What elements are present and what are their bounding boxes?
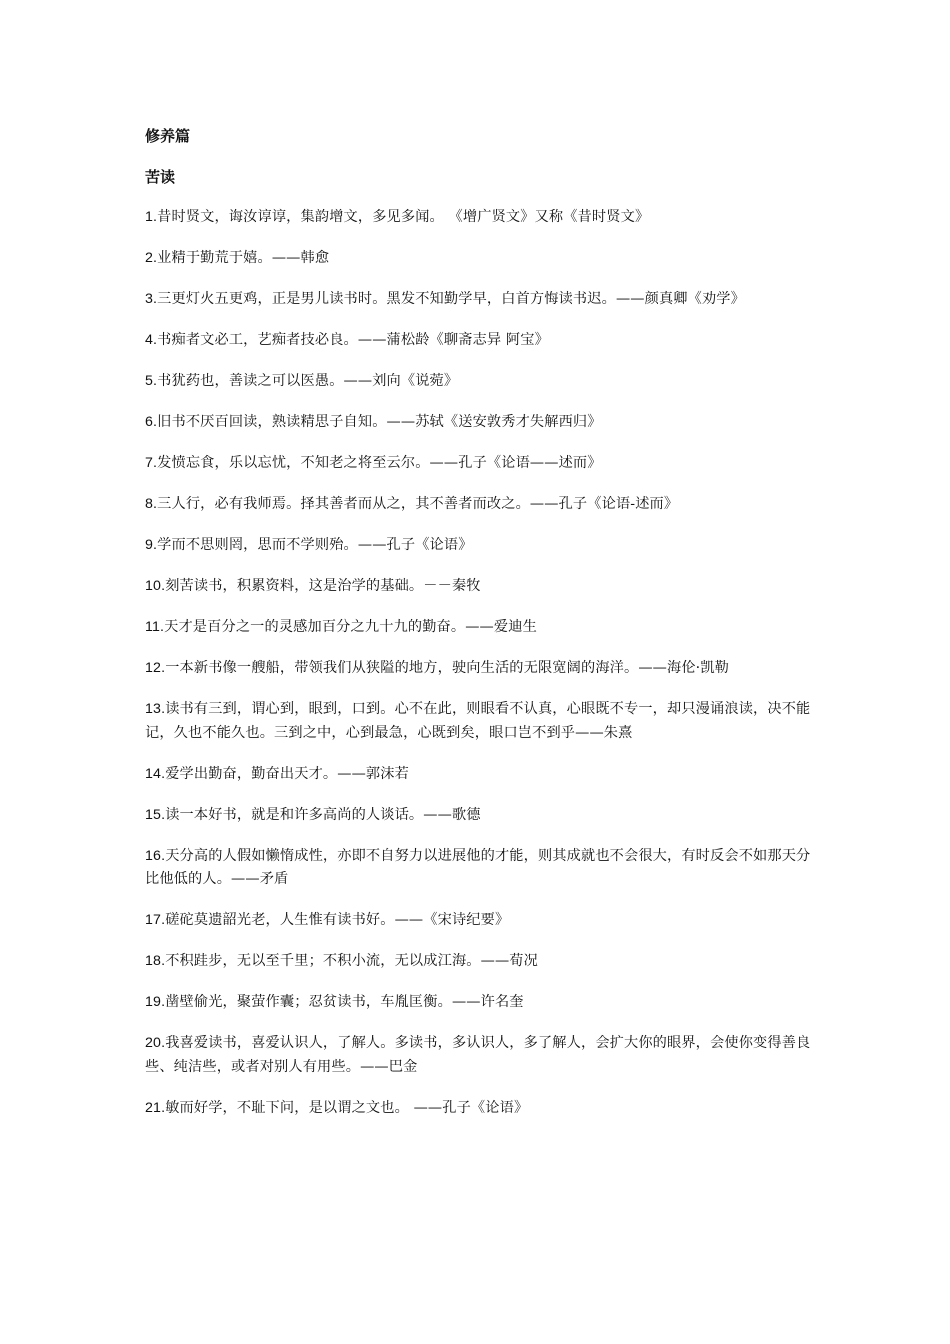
quote-number: 12. — [145, 660, 166, 676]
quote-item — [145, 534, 813, 558]
quote-text: 旧书不厌百回读，熟读精思子自知。——苏轼《送安敦秀才失解西归》 — [157, 414, 602, 430]
quote-item — [145, 1032, 813, 1079]
quote-text: 昔时贤文，诲汝谆谆，集韵增文，多见多闻。 《增广贤文》又称《昔时贤文》 — [157, 209, 650, 225]
quote-text: 敏而好学，不耻下问，是以谓之文也。 ——孔子《论语》 — [165, 1099, 529, 1116]
quote-item — [145, 991, 813, 1015]
quote-text: 一本新书像一艘船，带领我们从狭隘的地方，驶向生活的无限宽阔的海洋。——海伦·凯勒 — [165, 660, 730, 676]
quote-number: 9. — [145, 537, 158, 553]
quote-text: 读书有三到，谓心到，眼到，口到。心不在此，则眼看不认真，心眼既不专一，却只漫诵浪读，决不能记，久也不能久也。三到之中，心到最急，心既到矣，眼口岂不到乎——朱熹 — [145, 701, 811, 741]
quote-item — [145, 329, 813, 353]
quote-text: 三人行，必有我师焉。择其善者而从之，其不善者而改之。——孔子《论语-述而》 — [157, 496, 679, 512]
quote-number: 1. — [145, 209, 158, 225]
quote-item — [145, 1097, 813, 1121]
quote-item — [145, 411, 813, 435]
quote-text: 发愤忘食，乐以忘忧，不知老之将至云尔。——孔子《论语——述而》 — [157, 455, 602, 471]
quote-text: 三更灯火五更鸡，正是男儿读书时。黑发不知勤学早，白首方悔读书迟。——颜真卿《劝学》 — [157, 291, 745, 307]
quote-number: 17. — [145, 912, 166, 928]
quote-item — [145, 804, 813, 828]
quote-number: 7. — [145, 455, 158, 471]
quote-number: 14. — [145, 765, 166, 782]
quote-item — [145, 657, 813, 681]
quote-number: 13. — [145, 701, 166, 717]
quote-text: 我喜爱读书，喜爱认识人，了解人。多读书，多认识人，多了解人，会扩大你的眼界，会使你变得善良些、纯洁些，或者对别人有用些。——巴金 — [145, 1035, 811, 1075]
quote-item — [145, 575, 813, 599]
quote-item — [145, 452, 813, 476]
quote-number: 20. — [145, 1035, 166, 1051]
quote-list — [145, 206, 813, 1120]
quote-item — [145, 950, 813, 974]
quote-item — [145, 698, 813, 745]
quote-item — [145, 845, 813, 892]
quote-item — [145, 370, 813, 394]
quote-text: 业精于勤荒于嬉。——韩愈 — [157, 250, 330, 266]
quote-item — [145, 288, 813, 312]
quote-text: 读一本好书，就是和许多高尚的人谈话。——歌德 — [165, 806, 481, 823]
subsection-title: 苦读 — [145, 168, 176, 186]
quote-number: 3. — [145, 291, 158, 307]
quote-text: 学而不思则罔，思而不学则殆。——孔子《论语》 — [157, 537, 473, 553]
quote-number: 4. — [145, 332, 158, 348]
quote-number: 15. — [145, 806, 166, 823]
section-title: 修养篇 — [145, 127, 191, 145]
quote-number: 2. — [145, 250, 158, 266]
quote-number: 6. — [145, 414, 158, 430]
quote-number: 11. — [145, 619, 165, 635]
quote-item — [145, 206, 813, 230]
quote-item — [145, 247, 813, 271]
quote-item — [145, 616, 813, 640]
quote-number: 5. — [145, 373, 158, 389]
quote-text: 凿壁偷光，聚萤作囊；忍贫读书，车胤匡衡。——许名奎 — [165, 994, 524, 1010]
quote-text: 刻苦读书，积累资料，这是治学的基础。－－秦牧 — [165, 578, 481, 594]
quote-number: 21. — [145, 1099, 166, 1116]
quote-text: 天才是百分之一的灵感加百分之九十九的勤奋。——爱迪生 — [164, 619, 537, 635]
quote-number: 16. — [145, 847, 166, 864]
quote-text: 不积跬步，无以至千里；不积小流，无以成江海。——荀况 — [165, 953, 538, 969]
quote-number: 19. — [145, 994, 166, 1010]
quote-item — [145, 493, 813, 517]
quote-text: 书痴者文必工，艺痴者技必良。——蒲松龄《聊斋志异 阿宝》 — [157, 332, 549, 348]
quote-text: 天分高的人假如懒惰成性，亦即不自努力以进展他的才能，则其成就也不会很大，有时反会不如那天分比他低的人。——矛盾 — [145, 847, 811, 887]
quote-text: 书犹药也，善读之可以医愚。——刘向《说菀》 — [157, 373, 459, 389]
document-page — [145, 124, 813, 1138]
quote-number: 10. — [145, 578, 166, 594]
quote-number: 8. — [145, 496, 158, 512]
quote-text: 爱学出勤奋，勤奋出天才。——郭沫若 — [165, 765, 409, 782]
quote-number: 18. — [145, 953, 166, 969]
quote-text: 磋砣莫遗韶光老，人生惟有读书好。——《宋诗纪要》 — [165, 912, 510, 928]
quote-item — [145, 909, 813, 933]
quote-item — [145, 763, 813, 787]
